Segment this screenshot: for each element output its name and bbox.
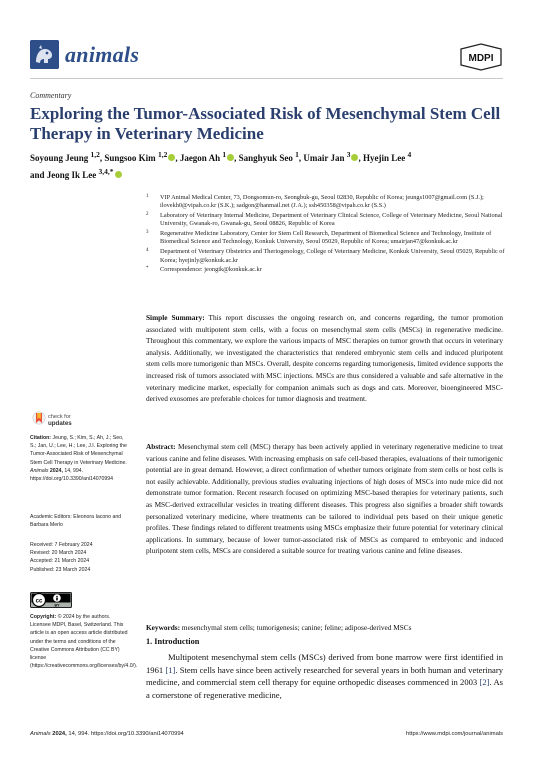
bookmark-icon [32,411,46,427]
footer-citation[interactable]: Animals 2024, 14, 994. https://doi.org/10.3390/ani14070994 [30,731,184,737]
author-jeung[interactable]: Soyoung Jeung $^{1,2}$ [30,150,100,163]
affiliation-item: 2 Laboratory of Veterinary Internal Medicine, Department of Veterinary Clinical Science, College of Veterinary Medicine, Seoul National University, Gwanak-ro, Gwanak-gu, Seoul 08826, Republic of Korea [146,212,503,228]
correspondence: * Correspondence: jeongik@konkuk.ac.kr [146,266,262,274]
citation: Citation: Jeung, S.; Kim, S.; Ah, J.; Seo, S.; Jan, U.; Lee, H.; Lee, J.I. Exploring the Tumor-Associated Risk of Mesenchymal Stem Cell Therapy in Veterinary Medicine. Animals 2024, 14, 994. https://doi.org/10.3390/ani14070994 [30,435,127,483]
copyright-notice: Copyright: © 2024 by the authors. Licensee MDPI, Basel, Switzerland. This article is an open access article distributed under the terms and conditions of the Creative Commons Attribution (CC BY) license (https://creativecommons.org/licenses/by/4.0/). [30,614,138,670]
author-list: Soyoung Jeung $^{1,2}$, Sungsoo Kim $^{1,2}$ , Jaegon Ah $^1$ , Sanghyuk Seo $^1$, Umair Jan $^3$ , Hyejin Lee $^4$ and Jeong Ik Lee $^{3,4,*}$ [30,150,412,180]
reference-link[interactable]: [1] [165,664,176,675]
introduction-text: Multipotent mesenchymal stem cells (MSCs) derived from bone marrow were first identified in 1961 [1]. Stem cells have since been actively researched for several years in both human and veterinary medicine, and commercial stem cell therapy for equine orthopedic diseases commenced in 2003 [2]. As a cornerstone of regenerative medicine, [146,652,503,700]
orcid-icon[interactable] [351,154,358,161]
citation-doi[interactable]: 14, 994. https://doi.org/10.3390/ani14070994 [30,467,114,483]
publisher-name: MDPI [468,53,494,64]
author-kim[interactable]: Sungsoo Kim $^{1,2}$ [104,153,175,163]
keywords-text: mesenchymal stem cells; tumorigenesis; canine; feline; adipose-derived MSCs [181,623,412,632]
mdpi-logo[interactable] [459,43,503,71]
author-seo[interactable]: Sanghyuk Seo $^1$ [238,150,299,163]
section-heading: 1. Introduction [146,637,200,646]
check-for-updates-badge[interactable] [32,411,92,433]
orcid-icon[interactable] [115,171,122,178]
journal-logo-icon [30,40,59,69]
affiliation-item: 1 VIP Animal Medical Center, 73, Dongsomun-ro, Seongbuk-gu, Seoul 02830, Republic of Korea; jeungs1007@gmail.com (S.J.); ilovekh0@vipah.co.kr (S.K.); sadgon@hanmail.net (J.A.); ssh450358@vipah.co.kr (S.S.) [146,194,484,210]
abstract-label: Abstract: [146,442,176,451]
keywords-label: Keywords: [146,623,181,632]
affiliations [146,194,506,276]
reference-link[interactable]: [2] [479,677,490,687]
svg-text:BY: BY [54,603,60,608]
updates-line1: check for [48,414,71,420]
abstract-text: Mesenchymal stem cell (MSC) therapy has been actively applied in veterinary regenerative medicine to treat various canine and feline diseases. With increasing emphasis on safe cell-based therapies, evaluations of their tumorigenic potential are in great demand. However, a direct confirmation of whether tumors originate from stem cells or host cells is not easily achievable. Additionally, previous studies evaluating injections of high doses of MSCs into nude mice did not demonstrate tumor formation. Recent research focused on optimizing MSC-based therapies for veterinary patients, such as MSC-derived extracellular vesicles in treating different diseases. This progress also signifies a broader shift towards personalized veterinary medicine, where treatments can be tailored to individual pets based on their unique genetic profiles. These findings related to different treatments using MSCs emphasize their future potential for veterinary clinical applications. In summary, because of lower tumor-associated risk of MSCs as compared to embryonic and induced pluripotent stem cells, MSCs are considered a suitable source for treating various canine and feline diseases. [146,442,503,556]
summary-label: Simple Summary: [146,313,205,322]
keywords [146,622,503,634]
affiliation-item: 4 Department of Veterinary Obstetrics and Theriogenology, College of Veterinary Medicine, Konkuk University, Seoul 05029, Republic of Korea; hyejinly@konkuk.ac.kr [146,248,505,264]
simple-summary [146,312,503,405]
journal-name[interactable]: animals [65,42,140,67]
orcid-icon[interactable] [227,154,234,161]
footer-journal-url[interactable]: https://www.mdpi.com/journal/animals [406,731,503,737]
publication-dates: Received: 7 February 2024 Revised: 20 March 2024 Accepted: 21 March 2024 Published: 23 March 2024 [30,542,93,573]
svg-text:cc: cc [35,598,43,605]
summary-text: This report discusses the ongoing research on, and concerns regarding, the tumor promotion associated with multipotent stem cells, with a focus on mesenchymal stem cells (MSCs) in regenerative medicine. Throughout this commentary, we explore the various impacts of MSC therapies on tumor growth that occurs in veterinary analysis. Additionally, we investigated the characteristics that rendered embryonic stem cells and induced pluripotent stem cells more tumorigenic than MSCs. Overall, despite concerns regarding tumorigenesis, limited evidence supports the increased risk of tumors associated with MSC injections. MSCs are thus considered a valuable and safe alternative in the veterinary medicine market, especially for companion animals such as dogs and cats. Moreover, bioengineered MSC-derived exosomes are preferable choices for tumor diagnosis and treatment. [146,313,503,404]
author-jlee[interactable]: Jeong Ik Lee $^{3,4,*}$ [47,170,122,180]
article-title: Exploring the Tumor-Associated Risk of Mesenchymal Stem Cell Therapy in Veterinary Medicine [30,104,501,143]
author-hlee[interactable]: Hyejin Lee $^4$ [362,150,412,163]
journal-header [30,40,503,76]
orcid-icon[interactable] [168,154,175,161]
citation-label: Citation: [30,435,52,441]
copyright-label: Copyright: [30,614,57,620]
affiliation-item: 3 Regenerative Medicine Laboratory, Center for Stem Cell Research, Department of Biomedical Science and Technology, Institute of Biomedical Science and Technology, Konkuk University, Seoul 05029, Republic of Korea; umairjan47@konkuk.ac.kr [146,230,492,246]
updates-line2: updates [48,419,72,427]
author-ah[interactable]: Jaegon Ah $^1$ [180,153,234,163]
author-jan[interactable]: Umair Jan $^3$ [303,153,358,163]
cc-by-license-icon[interactable] [30,592,72,608]
article-type: Commentary [30,91,72,100]
academic-editors: Academic Editors: Eleonora Iacono and Barbara Merlo [30,514,122,529]
header-divider [30,78,503,79]
abstract [146,441,503,557]
